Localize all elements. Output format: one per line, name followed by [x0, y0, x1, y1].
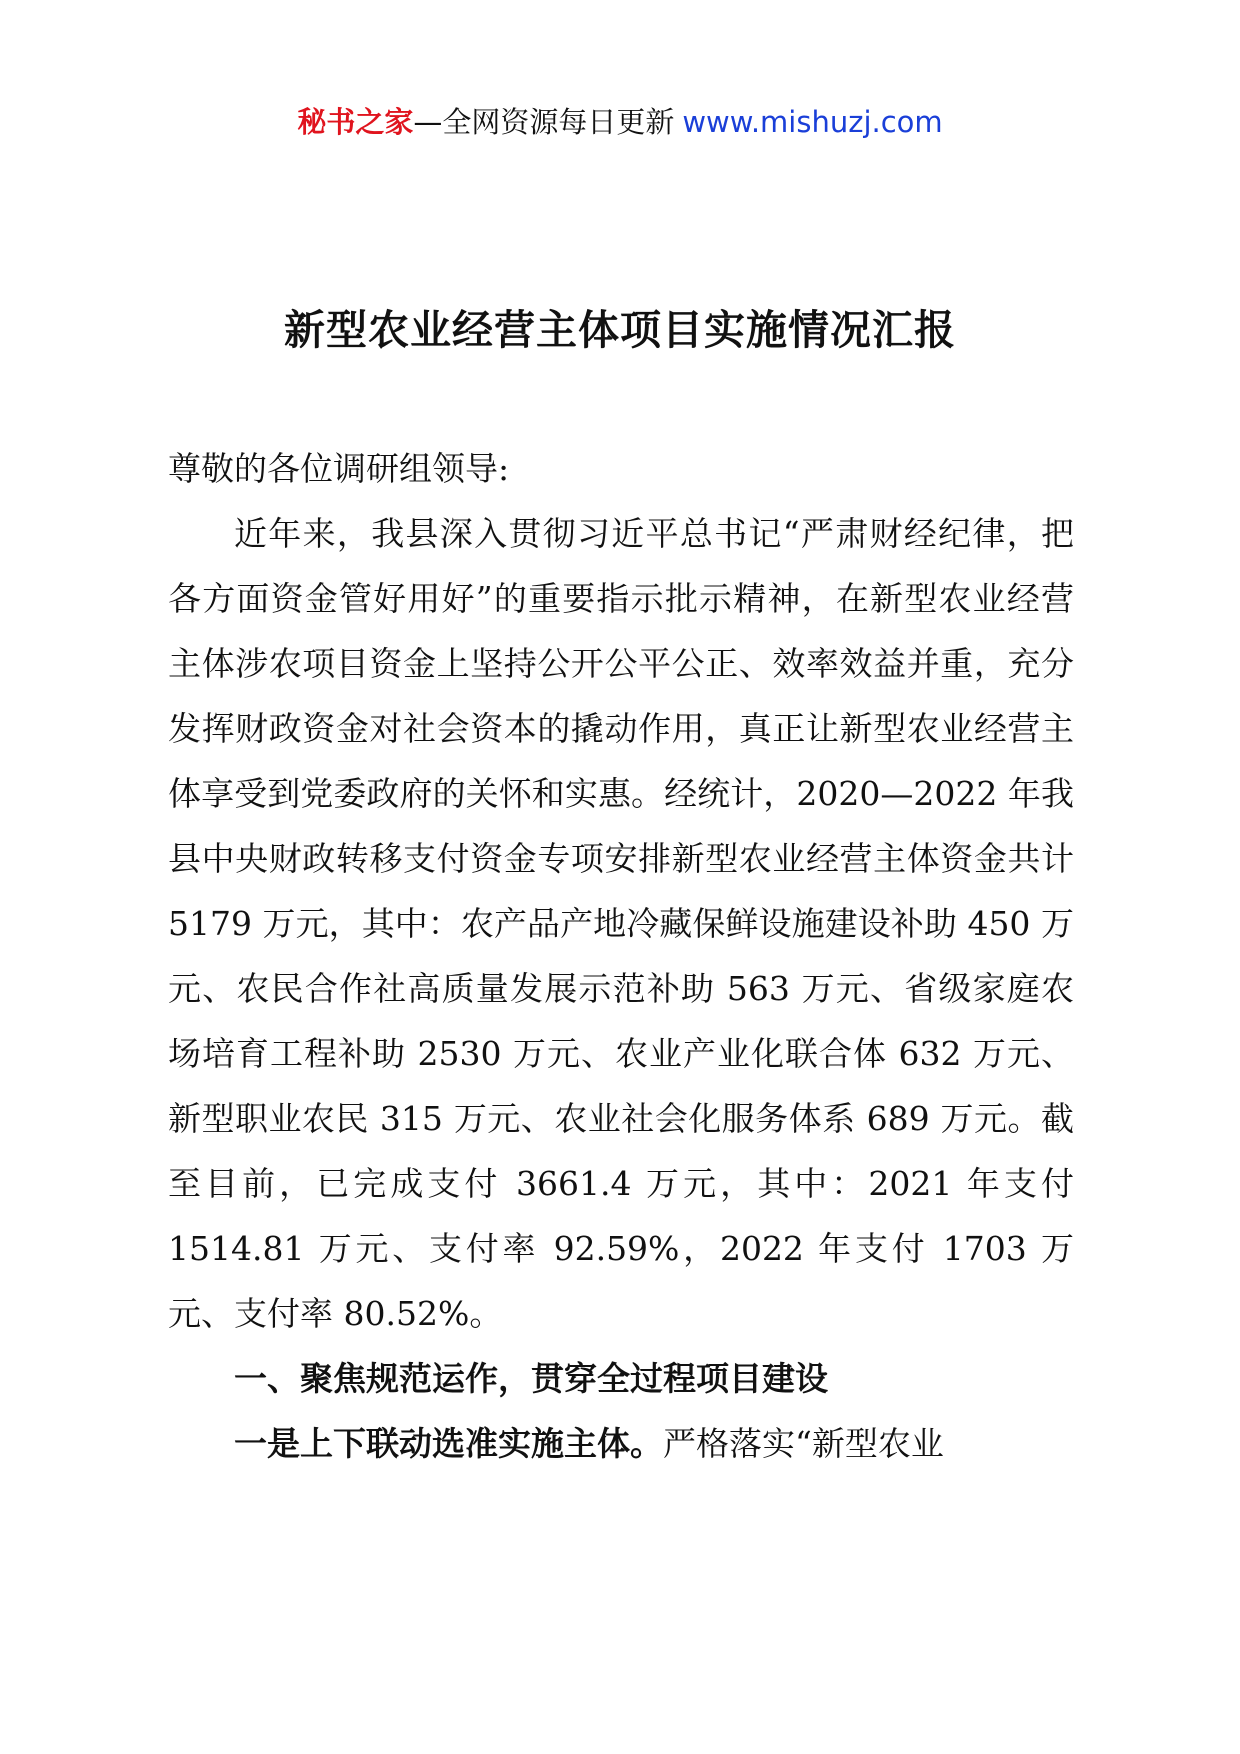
header-banner	[0, 100, 1240, 144]
header-tagline: —全网资源每日更新	[413, 105, 675, 139]
item-1-text: 严格落实“新型农业	[663, 1424, 944, 1463]
brand-name: 秘书之家	[297, 105, 414, 139]
paragraph-item-1	[168, 1411, 1074, 1476]
salutation: 尊敬的各位调研组领导:	[168, 449, 510, 488]
item-1-lead: 一是上下联动选准实施主体。	[234, 1424, 663, 1463]
document-body	[168, 436, 1074, 1476]
section-heading-1: 一、聚焦规范运作，贯穿全过程项目建设	[234, 1359, 828, 1398]
document-title: 新型农业经营主体项目实施情况汇报	[284, 306, 956, 354]
header-url[interactable]: www.mishuzj.com	[682, 105, 943, 139]
paragraph-intro: 近年来，我县深入贯彻习近平总书记“严肃财经纪律，把各方面资金管好用好”的重要指示批示精神，在新型农业经营主体涉农项目资金上坚持公开公平公正、效率效益并重，充分发挥财政资金对社会资本的撬动作用，真正让新型农业经营主体享受到党委政府的关怀和实惠。经统计，2020—2022 年我县中央财政转移支付资金专项安排新型农业经营主体资金共计 5179 万元，其中：农产品产地冷藏保鲜设施建设补助 450 万元、农民合作社高质量发展示范补助 563 万元、省级家庭农场培育工程补助 2530 万元、农业产业化联合体 632 万元、新型职业农民 315 万元、农业社会化服务体系 689 万元。截至目前，已完成支付 3661.4 万元，其中：2021 年支付 1514.81 万元、支付率 92.59%，2022 年支付 1703 万元、支付率 80.52%。	[168, 514, 1074, 1333]
